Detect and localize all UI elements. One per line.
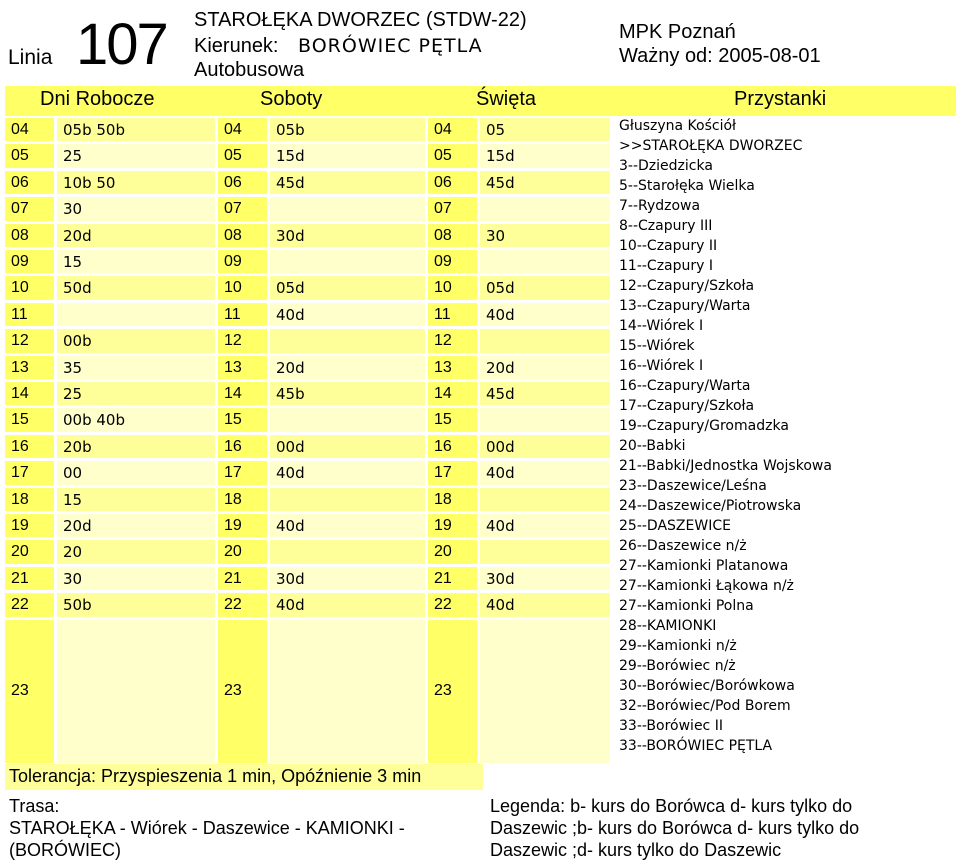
direction-value: BORÓWIEC PĘTLA [298, 35, 483, 57]
minutes-cell-holidays [480, 408, 610, 431]
hour-cell [5, 118, 54, 141]
hour-cell [428, 540, 477, 563]
hour-cell [428, 329, 477, 352]
minutes-value: 50b [63, 596, 92, 615]
hour-value: 04 [11, 121, 29, 138]
minutes-value: 30 [63, 569, 83, 588]
minutes-value: 00b 40b [63, 411, 125, 430]
hour-cell [218, 356, 267, 379]
minutes-cell-weekdays [57, 329, 215, 352]
minutes-cell-saturdays [270, 303, 425, 326]
minutes-cell-saturdays [270, 356, 425, 379]
hour-cell [218, 250, 267, 273]
hour-value: 10 [11, 279, 29, 297]
minutes-value: 30 [486, 226, 506, 245]
line-number: 107 [76, 12, 167, 77]
stop-item: 14--Wiórek I [619, 318, 704, 334]
minutes-value: 45d [486, 173, 515, 192]
minutes-value: 40d [486, 305, 515, 324]
hour-value: 20 [434, 543, 452, 561]
hour-value: 23 [434, 682, 452, 700]
hour-value: 12 [11, 332, 29, 350]
hour-value: 08 [434, 226, 452, 244]
hour-value: 07 [11, 200, 29, 218]
minutes-cell-weekdays [57, 488, 215, 511]
hour-value: 22 [434, 596, 452, 614]
hour-value: 04 [224, 121, 242, 138]
minutes-cell-weekdays [57, 540, 215, 563]
minutes-value: 15d [486, 147, 515, 166]
minutes-value: 15d [276, 147, 305, 166]
minutes-value: 30d [486, 569, 515, 588]
hour-cell [218, 118, 267, 141]
route-text: STAROŁĘKA - Wiórek - Daszewice - KAMIONKI - (BORÓWIEC) [9, 818, 405, 860]
minutes-value: 40d [486, 596, 515, 615]
hour-cell [5, 567, 54, 590]
hour-value: 21 [11, 569, 29, 587]
minutes-value: 40d [486, 464, 515, 483]
hour-value: 16 [434, 437, 452, 455]
minutes-cell-saturdays [270, 593, 425, 616]
minutes-value: 05 [486, 121, 506, 139]
minutes-cell-saturdays [270, 224, 425, 247]
hour-cell [428, 118, 477, 141]
column-header-weekdays: Dni Robocze [40, 88, 155, 110]
minutes-cell-holidays [480, 118, 610, 141]
stop-item: 3--Dziedzicka [619, 158, 713, 174]
minutes-value: 50d [63, 279, 92, 298]
stop-item: 27--Kamionki Polna [619, 598, 754, 614]
hour-cell [428, 171, 477, 194]
minutes-cell-saturdays [270, 435, 425, 458]
legend-text: Legenda: b- kurs do Borówca d- kurs tylko do Daszewic ;b- kurs do Borówca d- kurs tylko do Daszewic ;d- kurs tylko do Daszewic [490, 796, 860, 860]
route-box [5, 793, 480, 861]
hour-value: 09 [434, 253, 452, 270]
legend-box [486, 793, 896, 861]
hour-cell [428, 197, 477, 220]
minutes-cell-weekdays [57, 224, 215, 247]
stop-item: 25--DASZEWICE [619, 518, 731, 534]
minutes-value: 05d [486, 279, 515, 298]
minutes-value: 00b [63, 332, 92, 351]
minutes-value: 40d [486, 517, 515, 535]
hour-value: 14 [434, 385, 452, 402]
hour-value: 23 [11, 682, 29, 700]
minutes-value: 45d [276, 173, 305, 192]
stop-item: 33--Borówiec II [619, 718, 723, 734]
minutes-cell-holidays [480, 514, 610, 537]
minutes-cell-weekdays [57, 593, 215, 616]
hour-cell [218, 171, 267, 194]
hour-cell [218, 329, 267, 352]
hour-value: 14 [224, 385, 242, 402]
stop-item: 5--Starołęka Wielka [619, 178, 755, 194]
stop-item: 29--Borówiec n/ż [619, 658, 736, 674]
hour-value: 12 [434, 332, 452, 350]
hour-cell [428, 382, 477, 405]
stop-item: 7--Rydzowa [619, 198, 701, 214]
hour-value: 21 [434, 569, 452, 587]
hour-value: 07 [434, 200, 452, 218]
stop-item: 23--Daszewice/Leśna [619, 478, 767, 494]
hour-value: 22 [224, 596, 242, 614]
minutes-cell-holidays [480, 435, 610, 458]
minutes-value: 40d [276, 464, 305, 483]
minutes-cell-holidays [480, 276, 610, 299]
hour-cell [428, 276, 477, 299]
hour-value: 11 [434, 305, 451, 323]
minutes-cell-holidays [480, 540, 610, 563]
tolerance-bar [5, 764, 483, 790]
hour-value: 15 [224, 411, 242, 429]
hour-cell [428, 620, 477, 763]
header-operator-box [613, 3, 956, 83]
minutes-value: 25 [63, 385, 83, 403]
hour-value: 18 [224, 490, 242, 508]
stop-item: 27--Kamionki Platanowa [619, 558, 789, 574]
hour-value: 19 [434, 517, 452, 534]
hour-cell [428, 488, 477, 511]
hour-value: 16 [11, 437, 29, 455]
minutes-cell-saturdays [270, 382, 425, 405]
hour-cell [218, 514, 267, 537]
hour-value: 08 [224, 226, 242, 244]
hour-cell [218, 593, 267, 616]
minutes-value: 00 [63, 464, 83, 483]
stop-item: 16--Czapury/Warta [619, 378, 751, 394]
hour-cell [5, 540, 54, 563]
minutes-cell-weekdays [57, 250, 215, 273]
hour-value: 09 [224, 253, 242, 270]
minutes-value: 20d [276, 358, 305, 377]
minutes-value: 45b [276, 385, 305, 403]
minutes-cell-saturdays [270, 488, 425, 511]
minutes-cell-saturdays [270, 461, 425, 484]
minutes-cell-holidays [480, 382, 610, 405]
minutes-value: 40d [276, 517, 305, 535]
minutes-value: 40d [276, 596, 305, 615]
hour-value: 05 [434, 147, 452, 165]
stop-item: 29--Kamionki n/ż [619, 638, 737, 654]
minutes-value: 20d [63, 517, 92, 535]
minutes-value: 45d [486, 385, 515, 403]
minutes-cell-weekdays [57, 435, 215, 458]
hour-cell [5, 514, 54, 537]
hour-cell [218, 144, 267, 167]
hour-cell [428, 224, 477, 247]
hour-cell [5, 408, 54, 431]
minutes-cell-holidays [480, 593, 610, 616]
stop-item: 8--Czapury III [619, 218, 713, 234]
minutes-value: 30d [276, 226, 305, 245]
hour-cell [5, 620, 54, 763]
vehicle-type: Autobusowa [194, 59, 305, 81]
minutes-cell-holidays [480, 224, 610, 247]
hour-value: 11 [11, 305, 28, 323]
minutes-cell-weekdays [57, 303, 215, 326]
minutes-cell-saturdays [270, 540, 425, 563]
hour-value: 08 [11, 226, 29, 244]
minutes-cell-holidays [480, 488, 610, 511]
minutes-cell-saturdays [270, 620, 425, 763]
minutes-value: 30 [63, 200, 83, 219]
hour-cell [218, 382, 267, 405]
stop-item: 32--Borówiec/Pod Borem [619, 698, 791, 714]
hour-value: 06 [434, 173, 452, 191]
minutes-cell-holidays [480, 171, 610, 194]
minutes-cell-weekdays [57, 382, 215, 405]
minutes-cell-weekdays [57, 620, 215, 763]
stop-item: 15--Wiórek [619, 338, 695, 354]
stop-item: 13--Czapury/Warta [619, 298, 751, 314]
minutes-value: 10b 50 [63, 173, 116, 192]
hour-cell [5, 276, 54, 299]
minutes-cell-saturdays [270, 514, 425, 537]
stop-item: 10--Czapury II [619, 238, 718, 254]
hour-value: 12 [224, 332, 242, 350]
hour-value: 17 [11, 464, 29, 482]
minutes-cell-holidays [480, 620, 610, 763]
stop-item: 12--Czapury/Szkoła [619, 278, 755, 294]
minutes-value: 05b 50b [63, 121, 125, 139]
hour-value: 04 [434, 121, 452, 138]
header-stop-box [188, 3, 613, 83]
minutes-cell-holidays [480, 250, 610, 273]
minutes-cell-weekdays [57, 461, 215, 484]
minutes-cell-saturdays [270, 171, 425, 194]
hour-cell [218, 197, 267, 220]
hour-value: 13 [224, 358, 242, 376]
hour-cell [218, 435, 267, 458]
hour-cell [428, 435, 477, 458]
minutes-value: 20b [63, 437, 92, 456]
line-label: Linia [8, 46, 53, 69]
minutes-cell-holidays [480, 461, 610, 484]
hour-value: 18 [11, 490, 29, 508]
minutes-cell-saturdays [270, 118, 425, 141]
stop-item: Głuszyna Kościół [619, 118, 737, 134]
minutes-cell-holidays [480, 329, 610, 352]
minutes-value: 25 [63, 147, 83, 166]
hour-cell [428, 567, 477, 590]
hour-value: 19 [224, 517, 242, 534]
hour-value: 05 [11, 147, 29, 165]
minutes-value: 20 [63, 543, 83, 562]
hour-cell [5, 356, 54, 379]
direction-label: Kierunek: [194, 35, 279, 57]
stop-item: 26--Daszewice n/ż [619, 538, 747, 554]
minutes-value: 20d [63, 226, 92, 245]
minutes-cell-saturdays [270, 144, 425, 167]
hour-cell [428, 461, 477, 484]
stop-item: 16--Wiórek I [619, 358, 704, 374]
minutes-value: 35 [63, 358, 83, 377]
hour-value: 11 [224, 305, 241, 323]
minutes-cell-weekdays [57, 567, 215, 590]
stop-name: STAROŁĘKA DWORZEC (STDW-22) [194, 9, 527, 31]
hour-cell [5, 144, 54, 167]
minutes-cell-saturdays [270, 329, 425, 352]
hour-cell [5, 171, 54, 194]
hour-cell [5, 224, 54, 247]
minutes-cell-holidays [480, 303, 610, 326]
minutes-cell-holidays [480, 567, 610, 590]
hour-value: 07 [224, 200, 242, 218]
hour-cell [5, 329, 54, 352]
stop-item: >>STAROŁĘKA DWORZEC [619, 138, 803, 154]
hour-value: 17 [434, 464, 452, 482]
hour-cell [428, 356, 477, 379]
stop-item: 21--Babki/Jednostka Wojskowa [619, 458, 832, 474]
minutes-value: 20d [486, 358, 515, 377]
minutes-value: 30d [276, 569, 305, 588]
hour-value: 18 [434, 490, 452, 508]
stop-item: 33--BORÓWIEC PĘTLA [619, 738, 773, 754]
hour-value: 10 [224, 279, 242, 297]
hour-value: 22 [11, 596, 29, 614]
hour-cell [5, 197, 54, 220]
hour-value: 17 [224, 464, 242, 482]
stop-item: 20--Babki [619, 438, 686, 454]
minutes-value: 40d [276, 305, 305, 324]
minutes-cell-weekdays [57, 356, 215, 379]
stop-item: 27--Kamionki Łąkowa n/ż [619, 578, 794, 594]
hour-value: 15 [434, 411, 452, 429]
minutes-cell-saturdays [270, 250, 425, 273]
stop-item: 11--Czapury I [619, 258, 714, 274]
hour-value: 20 [224, 543, 242, 561]
hour-cell [428, 408, 477, 431]
stop-item: 19--Czapury/Gromadzka [619, 418, 789, 434]
hour-cell [5, 303, 54, 326]
hour-value: 10 [434, 279, 452, 297]
stops-list [613, 116, 956, 761]
tolerance-text: Tolerancja: Przyspieszenia 1 min, Opóźnienie 3 min [9, 766, 422, 786]
minutes-cell-saturdays [270, 276, 425, 299]
hour-cell [5, 461, 54, 484]
hour-cell [5, 488, 54, 511]
hour-value: 19 [11, 517, 29, 534]
minutes-cell-weekdays [57, 118, 215, 141]
hour-value: 14 [11, 385, 29, 402]
stop-item: 28--KAMIONKI [619, 618, 717, 634]
hour-value: 16 [224, 437, 242, 455]
hour-cell [218, 276, 267, 299]
minutes-cell-holidays [480, 144, 610, 167]
hour-cell [428, 250, 477, 273]
valid-from: Ważny od: 2005-08-01 [619, 45, 821, 67]
minutes-value: 00d [486, 437, 515, 456]
minutes-cell-holidays [480, 356, 610, 379]
hour-value: 15 [11, 411, 29, 429]
minutes-value: 00d [276, 437, 305, 456]
hour-value: 06 [224, 173, 242, 191]
minutes-cell-weekdays [57, 514, 215, 537]
hour-value: 05 [224, 147, 242, 165]
hour-cell [218, 461, 267, 484]
column-header-stops: Przystanki [734, 88, 827, 110]
hour-cell [218, 567, 267, 590]
hour-value: 21 [224, 569, 242, 587]
minutes-cell-saturdays [270, 197, 425, 220]
hour-value: 20 [11, 543, 29, 561]
minutes-cell-holidays [480, 197, 610, 220]
hour-cell [218, 620, 267, 763]
hour-cell [218, 488, 267, 511]
minutes-cell-weekdays [57, 408, 215, 431]
minutes-cell-saturdays [270, 567, 425, 590]
hour-value: 06 [11, 173, 29, 191]
hour-cell [218, 303, 267, 326]
hour-cell [5, 593, 54, 616]
minutes-value: 15 [63, 490, 83, 509]
hour-cell [5, 250, 54, 273]
minutes-cell-weekdays [57, 276, 215, 299]
minutes-cell-weekdays [57, 197, 215, 220]
hour-value: 09 [11, 253, 29, 270]
hour-cell [218, 408, 267, 431]
stop-item: 30--Borówiec/Borówkowa [619, 678, 795, 694]
hour-value: 13 [434, 358, 452, 376]
column-header-holidays: Święta [476, 88, 537, 110]
hour-value: 23 [224, 682, 242, 700]
hour-value: 13 [11, 358, 29, 376]
column-header-row [5, 86, 956, 116]
hour-cell [5, 382, 54, 405]
minutes-cell-weekdays [57, 144, 215, 167]
stop-item: 24--Daszewice/Piotrowska [619, 498, 802, 514]
header-line-box [5, 3, 188, 83]
minutes-value: 05b [276, 121, 305, 139]
hour-cell [428, 514, 477, 537]
minutes-value: 05d [276, 279, 305, 298]
hour-cell [218, 540, 267, 563]
stop-item: 17--Czapury/Szkoła [619, 398, 755, 414]
minutes-cell-weekdays [57, 171, 215, 194]
minutes-cell-saturdays [270, 408, 425, 431]
hour-cell [428, 144, 477, 167]
hour-cell [428, 303, 477, 326]
minutes-value: 15 [63, 253, 83, 271]
operator-name: MPK Poznań [619, 21, 736, 43]
column-header-saturdays: Soboty [260, 88, 323, 110]
hour-cell [428, 593, 477, 616]
hour-cell [5, 435, 54, 458]
hour-cell [218, 224, 267, 247]
route-label: Trasa: [9, 796, 60, 816]
